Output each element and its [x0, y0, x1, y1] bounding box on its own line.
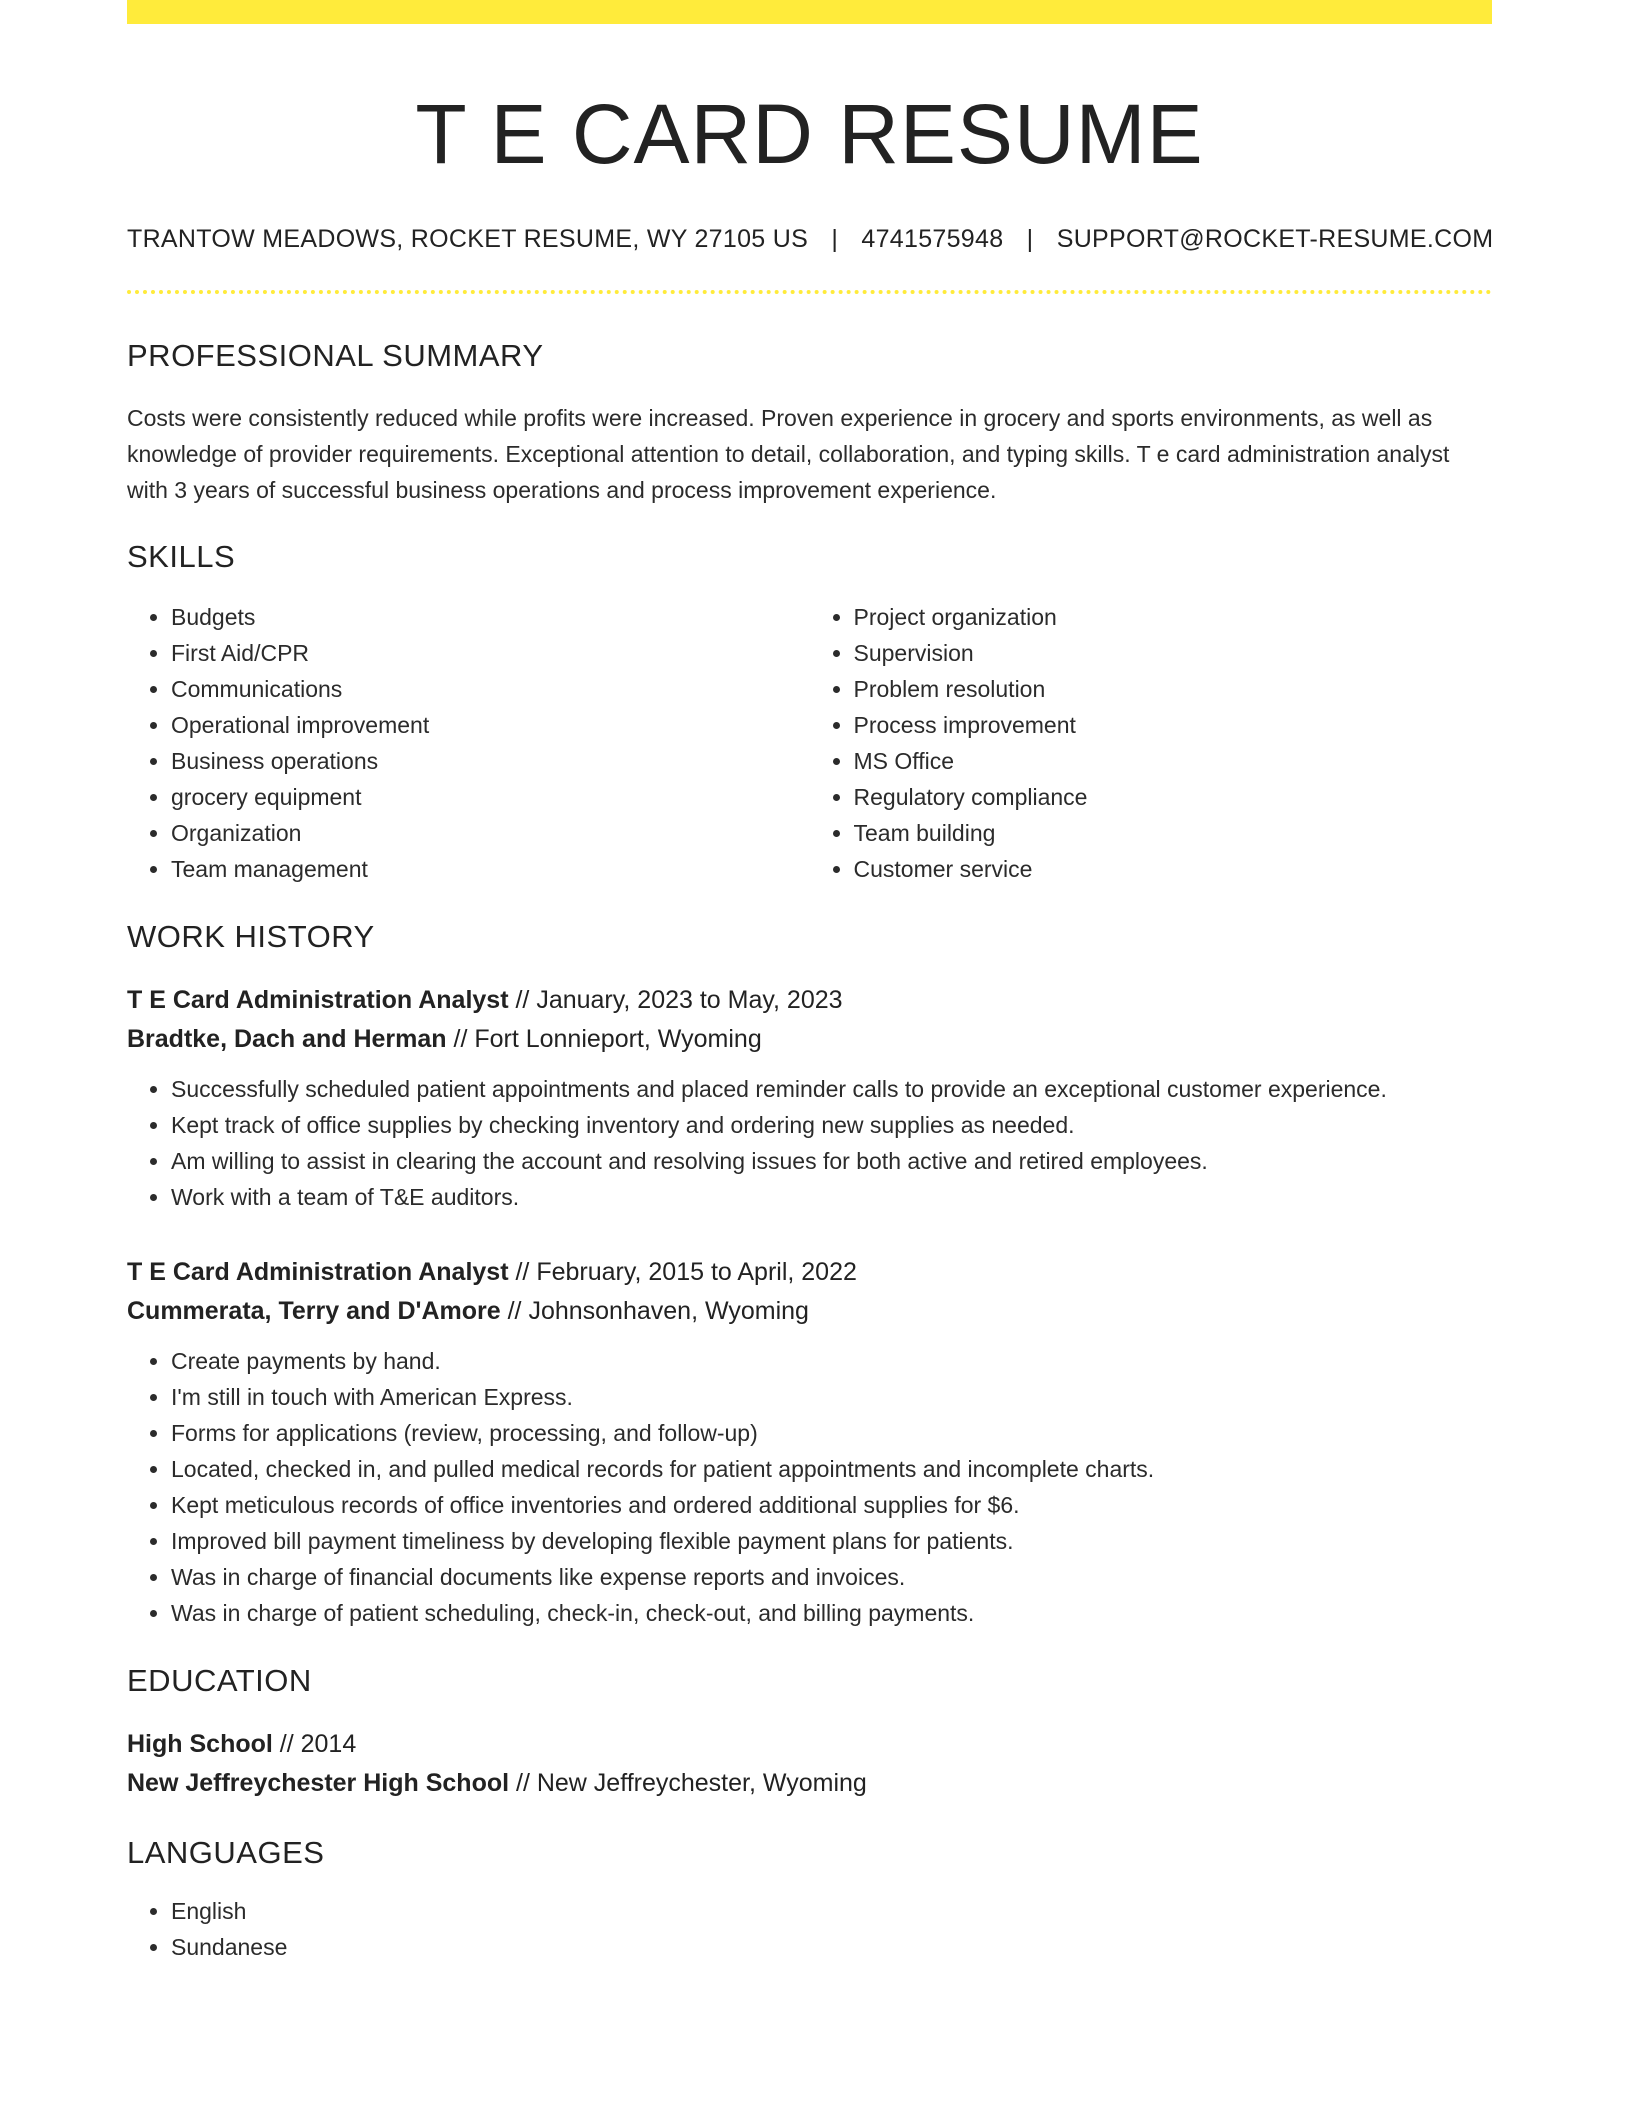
job-dates: // January, 2023 to May, 2023	[508, 985, 843, 1014]
job-bullet: • Kept meticulous records of office inventories and ordered additional supplies for $6.	[171, 1487, 1492, 1523]
skill-item: • Project organization	[854, 599, 1493, 635]
job-bullet: • Improved bill payment timeliness by developing flexible payment plans for patients.	[171, 1523, 1492, 1559]
job-bullet: • Forms for applications (review, processing, and follow-up)	[171, 1415, 1492, 1451]
skill-item: • Problem resolution	[854, 671, 1493, 707]
job-bullet: • Work with a team of T&E auditors.	[171, 1179, 1492, 1215]
job-title-line	[127, 1253, 1492, 1292]
contact-phone: 4741575948	[861, 224, 1004, 253]
skill-item: • Supervision	[854, 635, 1493, 671]
skill-item: • Regulatory compliance	[854, 779, 1493, 815]
language-item: • English	[171, 1893, 1492, 1929]
job-bullet: • Successfully scheduled patient appointments and placed reminder calls to provide an exceptional customer experience.	[171, 1071, 1492, 1107]
dotted-divider	[127, 290, 1492, 294]
job-company: Bradtke, Dach and Herman	[127, 1024, 447, 1053]
job-entry	[127, 1253, 1492, 1631]
skill-item: • Team building	[854, 815, 1493, 851]
job-location: // Fort Lonnieport, Wyoming	[446, 1024, 762, 1053]
language-item: • Sundanese	[171, 1929, 1492, 1965]
job-bullet: • Located, checked in, and pulled medical records for patient appointments and incomplete charts.	[171, 1451, 1492, 1487]
job-bullet: • Create payments by hand.	[171, 1343, 1492, 1379]
education-heading: EDUCATION	[127, 1662, 312, 1698]
skill-item: • Team management	[171, 851, 810, 887]
resume-page	[127, 0, 1492, 1965]
job-dates: // February, 2015 to April, 2022	[508, 1257, 857, 1286]
skills-heading: SKILLS	[127, 538, 236, 574]
education-year: // 2014	[272, 1729, 357, 1758]
education-location: // New Jeffreychester, Wyoming	[509, 1768, 867, 1797]
skill-item: • Process improvement	[854, 707, 1493, 743]
skill-item: • Budgets	[171, 599, 810, 635]
job-bullet: • Was in charge of patient scheduling, check-in, check-out, and billing payments.	[171, 1595, 1492, 1631]
contact-line	[127, 225, 1492, 254]
job-bullet: • Kept track of office supplies by checking inventory and ordering new supplies as needed.	[171, 1107, 1492, 1143]
job-company-line	[127, 1292, 1492, 1331]
summary-text: Costs were consistently reduced while profits were increased. Proven experience in grocery and sports environments, as well as knowledge of provider requirements. Exceptional attention to detail, collaboration, and typing skills. T e card administration analyst with 3 years of successful business operations and process improvement experience.	[127, 404, 1450, 503]
skill-item: • MS Office	[854, 743, 1493, 779]
skill-item: • Operational improvement	[171, 707, 810, 743]
job-bullet: • I'm still in touch with American Express.	[171, 1379, 1492, 1415]
skill-item: • grocery equipment	[171, 779, 810, 815]
skills-columns	[127, 599, 1492, 887]
skill-item: • Customer service	[854, 851, 1493, 887]
job-company-line	[127, 1020, 1492, 1059]
job-role: T E Card Administration Analyst	[127, 985, 509, 1014]
contact-address: TRANTOW MEADOWS, ROCKET RESUME, WY 27105 US	[127, 224, 809, 253]
skills-list-left	[127, 599, 810, 887]
education-school-line	[127, 1764, 1492, 1803]
accent-top-bar	[127, 0, 1492, 24]
contact-separator: |	[831, 224, 839, 253]
job-location: // Johnsonhaven, Wyoming	[500, 1296, 809, 1325]
job-bullets	[127, 1343, 1492, 1631]
contact-email: SUPPORT@ROCKET-RESUME.COM	[1056, 224, 1494, 253]
job-company: Cummerata, Terry and D'Amore	[127, 1296, 501, 1325]
skill-item: • Organization	[171, 815, 810, 851]
summary-heading: PROFESSIONAL SUMMARY	[127, 337, 544, 373]
education-degree-line	[127, 1725, 1492, 1764]
work-history-heading: WORK HISTORY	[127, 918, 375, 954]
education-degree: High School	[127, 1729, 273, 1758]
skills-list-right	[810, 599, 1493, 887]
contact-separator: |	[1026, 224, 1034, 253]
resume-name: T E CARD RESUME	[415, 87, 1204, 181]
job-bullets	[127, 1071, 1492, 1215]
skill-item: • Business operations	[171, 743, 810, 779]
job-bullet: • Am willing to assist in clearing the account and resolving issues for both active and retired employees.	[171, 1143, 1492, 1179]
languages-heading: LANGUAGES	[127, 1834, 325, 1870]
job-role: T E Card Administration Analyst	[127, 1257, 509, 1286]
job-title-line	[127, 981, 1492, 1020]
education-school: New Jeffreychester High School	[127, 1768, 510, 1797]
job-bullet: • Was in charge of financial documents like expense reports and invoices.	[171, 1559, 1492, 1595]
skill-item: • Communications	[171, 671, 810, 707]
skill-item: • First Aid/CPR	[171, 635, 810, 671]
job-entry	[127, 981, 1492, 1215]
languages-list	[127, 1893, 1492, 1965]
education-entry	[127, 1725, 1492, 1803]
